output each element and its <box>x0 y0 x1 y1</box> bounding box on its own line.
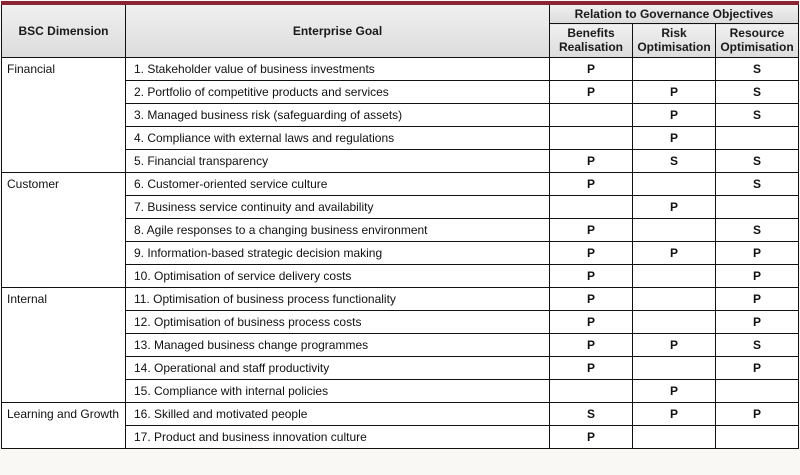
enterprise-goal-cell: 5. Financial transparency <box>126 150 550 173</box>
header-risk-optimisation: Risk Optimisation <box>633 24 716 58</box>
risk-mark-cell: P <box>633 334 716 357</box>
benefits-mark-cell: P <box>550 265 633 288</box>
table-row <box>2 403 799 426</box>
resource-mark-cell: P <box>716 311 799 334</box>
header-resource-optimisation: Resource Optimisation <box>716 24 799 58</box>
risk-mark-cell <box>633 311 716 334</box>
enterprise-goal-cell: 3. Managed business risk (safeguarding of assets) <box>126 104 550 127</box>
benefits-mark-cell: P <box>550 150 633 173</box>
resource-mark-cell: P <box>716 265 799 288</box>
resource-mark-cell: S <box>716 219 799 242</box>
benefits-mark-cell <box>550 127 633 150</box>
resource-mark-cell <box>716 127 799 150</box>
benefits-mark-cell: P <box>550 311 633 334</box>
enterprise-goal-cell: 8. Agile responses to a changing business environment <box>126 219 550 242</box>
benefits-mark-cell: P <box>550 334 633 357</box>
table-row <box>2 173 799 196</box>
resource-mark-cell: P <box>716 357 799 380</box>
risk-mark-cell: P <box>633 196 716 219</box>
table-row <box>2 58 799 81</box>
enterprise-goal-cell: 14. Operational and staff productivity <box>126 357 550 380</box>
bsc-dimension-cell: Internal <box>2 288 126 403</box>
resource-mark-cell <box>716 196 799 219</box>
benefits-mark-cell: P <box>550 426 633 449</box>
resource-mark-cell: P <box>716 242 799 265</box>
resource-mark-cell: S <box>716 58 799 81</box>
risk-mark-cell <box>633 357 716 380</box>
resource-mark-cell <box>716 426 799 449</box>
risk-mark-cell: P <box>633 242 716 265</box>
benefits-mark-cell <box>550 196 633 219</box>
risk-mark-cell: P <box>633 403 716 426</box>
resource-mark-cell: S <box>716 81 799 104</box>
header-bsc-dimension: BSC Dimension <box>2 3 126 58</box>
header-governance-objectives: Relation to Governance Objectives <box>550 3 799 24</box>
resource-mark-cell: P <box>716 288 799 311</box>
resource-mark-cell: S <box>716 150 799 173</box>
risk-mark-cell: P <box>633 380 716 403</box>
header-benefits-realisation: Benefits Realisation <box>550 24 633 58</box>
benefits-mark-cell <box>550 380 633 403</box>
resource-mark-cell: S <box>716 173 799 196</box>
risk-mark-cell: P <box>633 104 716 127</box>
resource-mark-cell: P <box>716 403 799 426</box>
enterprise-goal-cell: 10. Optimisation of service delivery costs <box>126 265 550 288</box>
enterprise-goal-cell: 17. Product and business innovation culture <box>126 426 550 449</box>
risk-mark-cell <box>633 288 716 311</box>
risk-mark-cell: P <box>633 127 716 150</box>
enterprise-goal-cell: 4. Compliance with external laws and regulations <box>126 127 550 150</box>
enterprise-goal-cell: 12. Optimisation of business process costs <box>126 311 550 334</box>
benefits-mark-cell <box>550 104 633 127</box>
enterprise-goal-cell: 6. Customer-oriented service culture <box>126 173 550 196</box>
table-body <box>2 58 799 449</box>
risk-mark-cell <box>633 219 716 242</box>
resource-mark-cell: S <box>716 104 799 127</box>
risk-mark-cell <box>633 173 716 196</box>
risk-mark-cell <box>633 58 716 81</box>
header-enterprise-goal: Enterprise Goal <box>126 3 550 58</box>
enterprise-goal-cell: 11. Optimisation of business process functionality <box>126 288 550 311</box>
benefits-mark-cell: P <box>550 219 633 242</box>
enterprise-goal-cell: 16. Skilled and motivated people <box>126 403 550 426</box>
benefits-mark-cell: P <box>550 173 633 196</box>
resource-mark-cell: S <box>716 334 799 357</box>
enterprise-goal-cell: 15. Compliance with internal policies <box>126 380 550 403</box>
benefits-mark-cell: P <box>550 242 633 265</box>
benefits-mark-cell: P <box>550 357 633 380</box>
bsc-dimension-cell: Learning and Growth <box>2 403 126 449</box>
benefits-mark-cell: P <box>550 58 633 81</box>
bsc-dimension-cell: Financial <box>2 58 126 173</box>
table-row <box>2 288 799 311</box>
risk-mark-cell <box>633 426 716 449</box>
enterprise-goals-table <box>1 1 799 449</box>
table-header <box>2 3 799 58</box>
benefits-mark-cell: S <box>550 403 633 426</box>
risk-mark-cell: S <box>633 150 716 173</box>
benefits-mark-cell: P <box>550 288 633 311</box>
enterprise-goal-cell: 7. Business service continuity and availability <box>126 196 550 219</box>
enterprise-goal-cell: 13. Managed business change programmes <box>126 334 550 357</box>
resource-mark-cell <box>716 380 799 403</box>
benefits-mark-cell: P <box>550 81 633 104</box>
header-row-top <box>2 3 799 24</box>
bsc-dimension-cell: Customer <box>2 173 126 288</box>
enterprise-goal-cell: 2. Portfolio of competitive products and services <box>126 81 550 104</box>
enterprise-goal-cell: 1. Stakeholder value of business investments <box>126 58 550 81</box>
risk-mark-cell: P <box>633 81 716 104</box>
risk-mark-cell <box>633 265 716 288</box>
enterprise-goal-cell: 9. Information-based strategic decision making <box>126 242 550 265</box>
